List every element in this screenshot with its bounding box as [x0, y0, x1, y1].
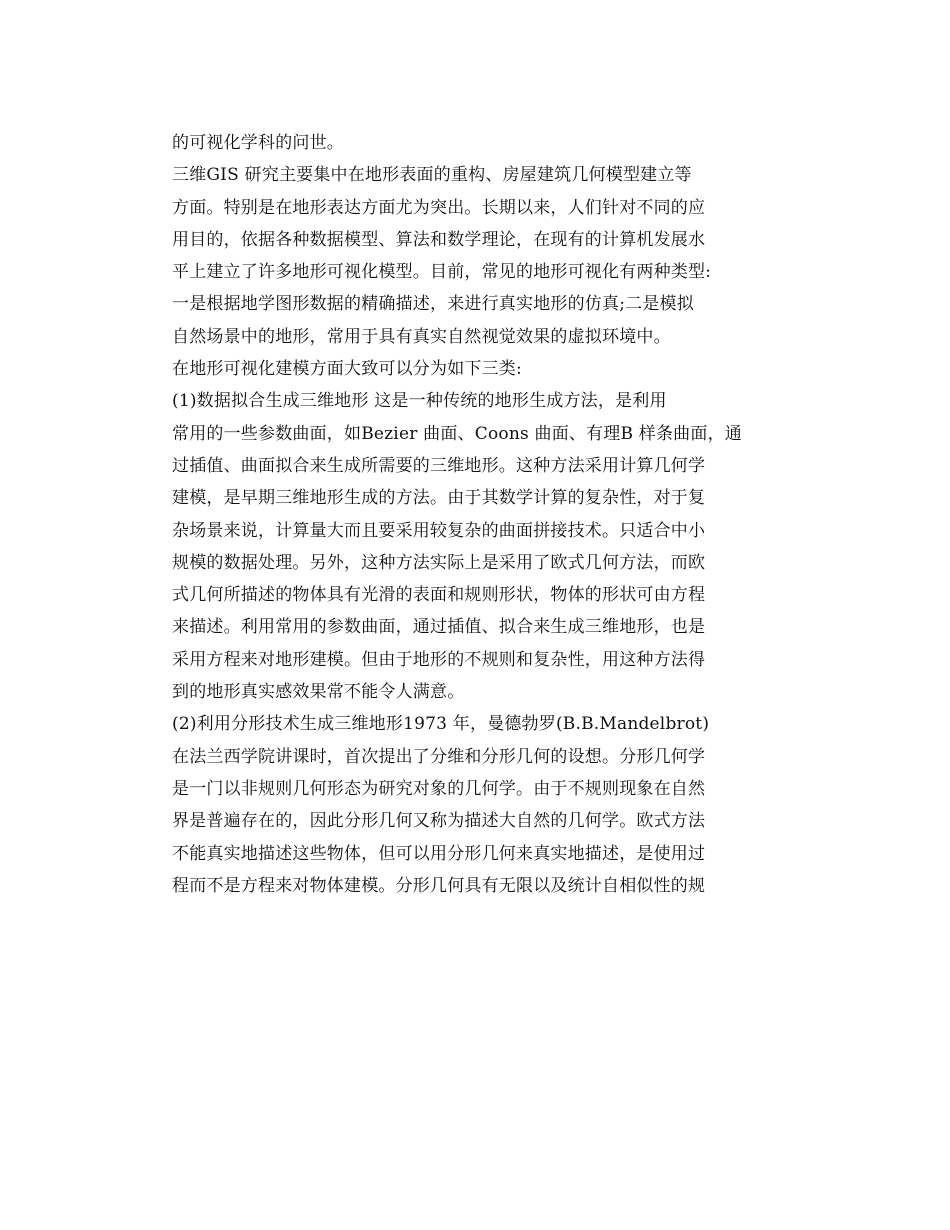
text-line: 程而不是方程来对物体建模。分形几何具有无限以及统计自相似性的规	[172, 875, 706, 896]
text-line: 是一门以非规则几何形态为研究对象的几何学。由于不规则现象在自然	[172, 778, 706, 799]
text-line: 一是根据地学图形数据的精确描述，来进行真实地形的仿真;二是模拟	[172, 294, 694, 315]
text-line: 式几何所描述的物体具有光滑的表面和规则形状，物体的形状可由方程	[172, 585, 706, 606]
text-line: 三维GIS 研究主要集中在地形表面的重构、房屋建筑几何模型建立等	[172, 165, 692, 186]
text-line: (1)数据拟合生成三维地形 这是一种传统的地形生成方法，是利用	[172, 391, 667, 412]
text-line: 杂场景来说，计算量大而且要采用较复杂的曲面拼接技术。只适合中小	[172, 520, 706, 541]
text-line: 建模，是早期三维地形生成的方法。由于其数学计算的复杂性，对于复	[172, 488, 706, 509]
text-line: 不能真实地描述这些物体，但可以用分形几何来真实地描述，是使用过	[172, 843, 706, 864]
text-line: 平上建立了许多地形可视化模型。目前，常见的地形可视化有两种类型:	[172, 262, 712, 283]
text-line: 常用的一些参数曲面，如Bezier 曲面、Coons 曲面、有理B 样条曲面，通	[172, 423, 742, 444]
text-line: 规模的数据处理。另外，这种方法实际上是采用了欧式几何方法，而欧	[172, 552, 706, 573]
text-line: 用目的，依据各种数据模型、算法和数学理论，在现有的计算机发展水	[172, 229, 706, 250]
text-line: 方面。特别是在地形表达方面尤为突出。长期以来，人们针对不同的应	[172, 197, 706, 218]
text-line: 界是普遍存在的，因此分形几何又称为描述大自然的几何学。欧式方法	[172, 811, 706, 832]
text-line: 过插值、曲面拟合来生成所需要的三维地形。这种方法采用计算几何学	[172, 455, 706, 476]
document-body	[172, 127, 912, 902]
text-line: 来描述。利用常用的参数曲面，通过插值、拟合来生成三维地形，也是	[172, 617, 706, 638]
text-line: 采用方程来对地形建模。但由于地形的不规则和复杂性，用这种方法得	[172, 649, 706, 670]
text-line: 在法兰西学院讲课时，首次提出了分维和分形几何的设想。分形几何学	[172, 746, 706, 767]
text-line: 自然场景中的地形，常用于具有真实自然视觉效果的虚拟环境中。	[172, 326, 671, 347]
text-line: 到的地形真实感效果常不能令人满意。	[172, 682, 465, 703]
text-line: (2)利用分形技术生成三维地形1973 年，曼德勃罗(B.B.Mandelbrot)	[172, 714, 710, 735]
text-line: 的可视化学科的问世。	[172, 133, 344, 153]
text-line: 在地形可视化建模方面大致可以分为如下三类:	[172, 359, 522, 380]
